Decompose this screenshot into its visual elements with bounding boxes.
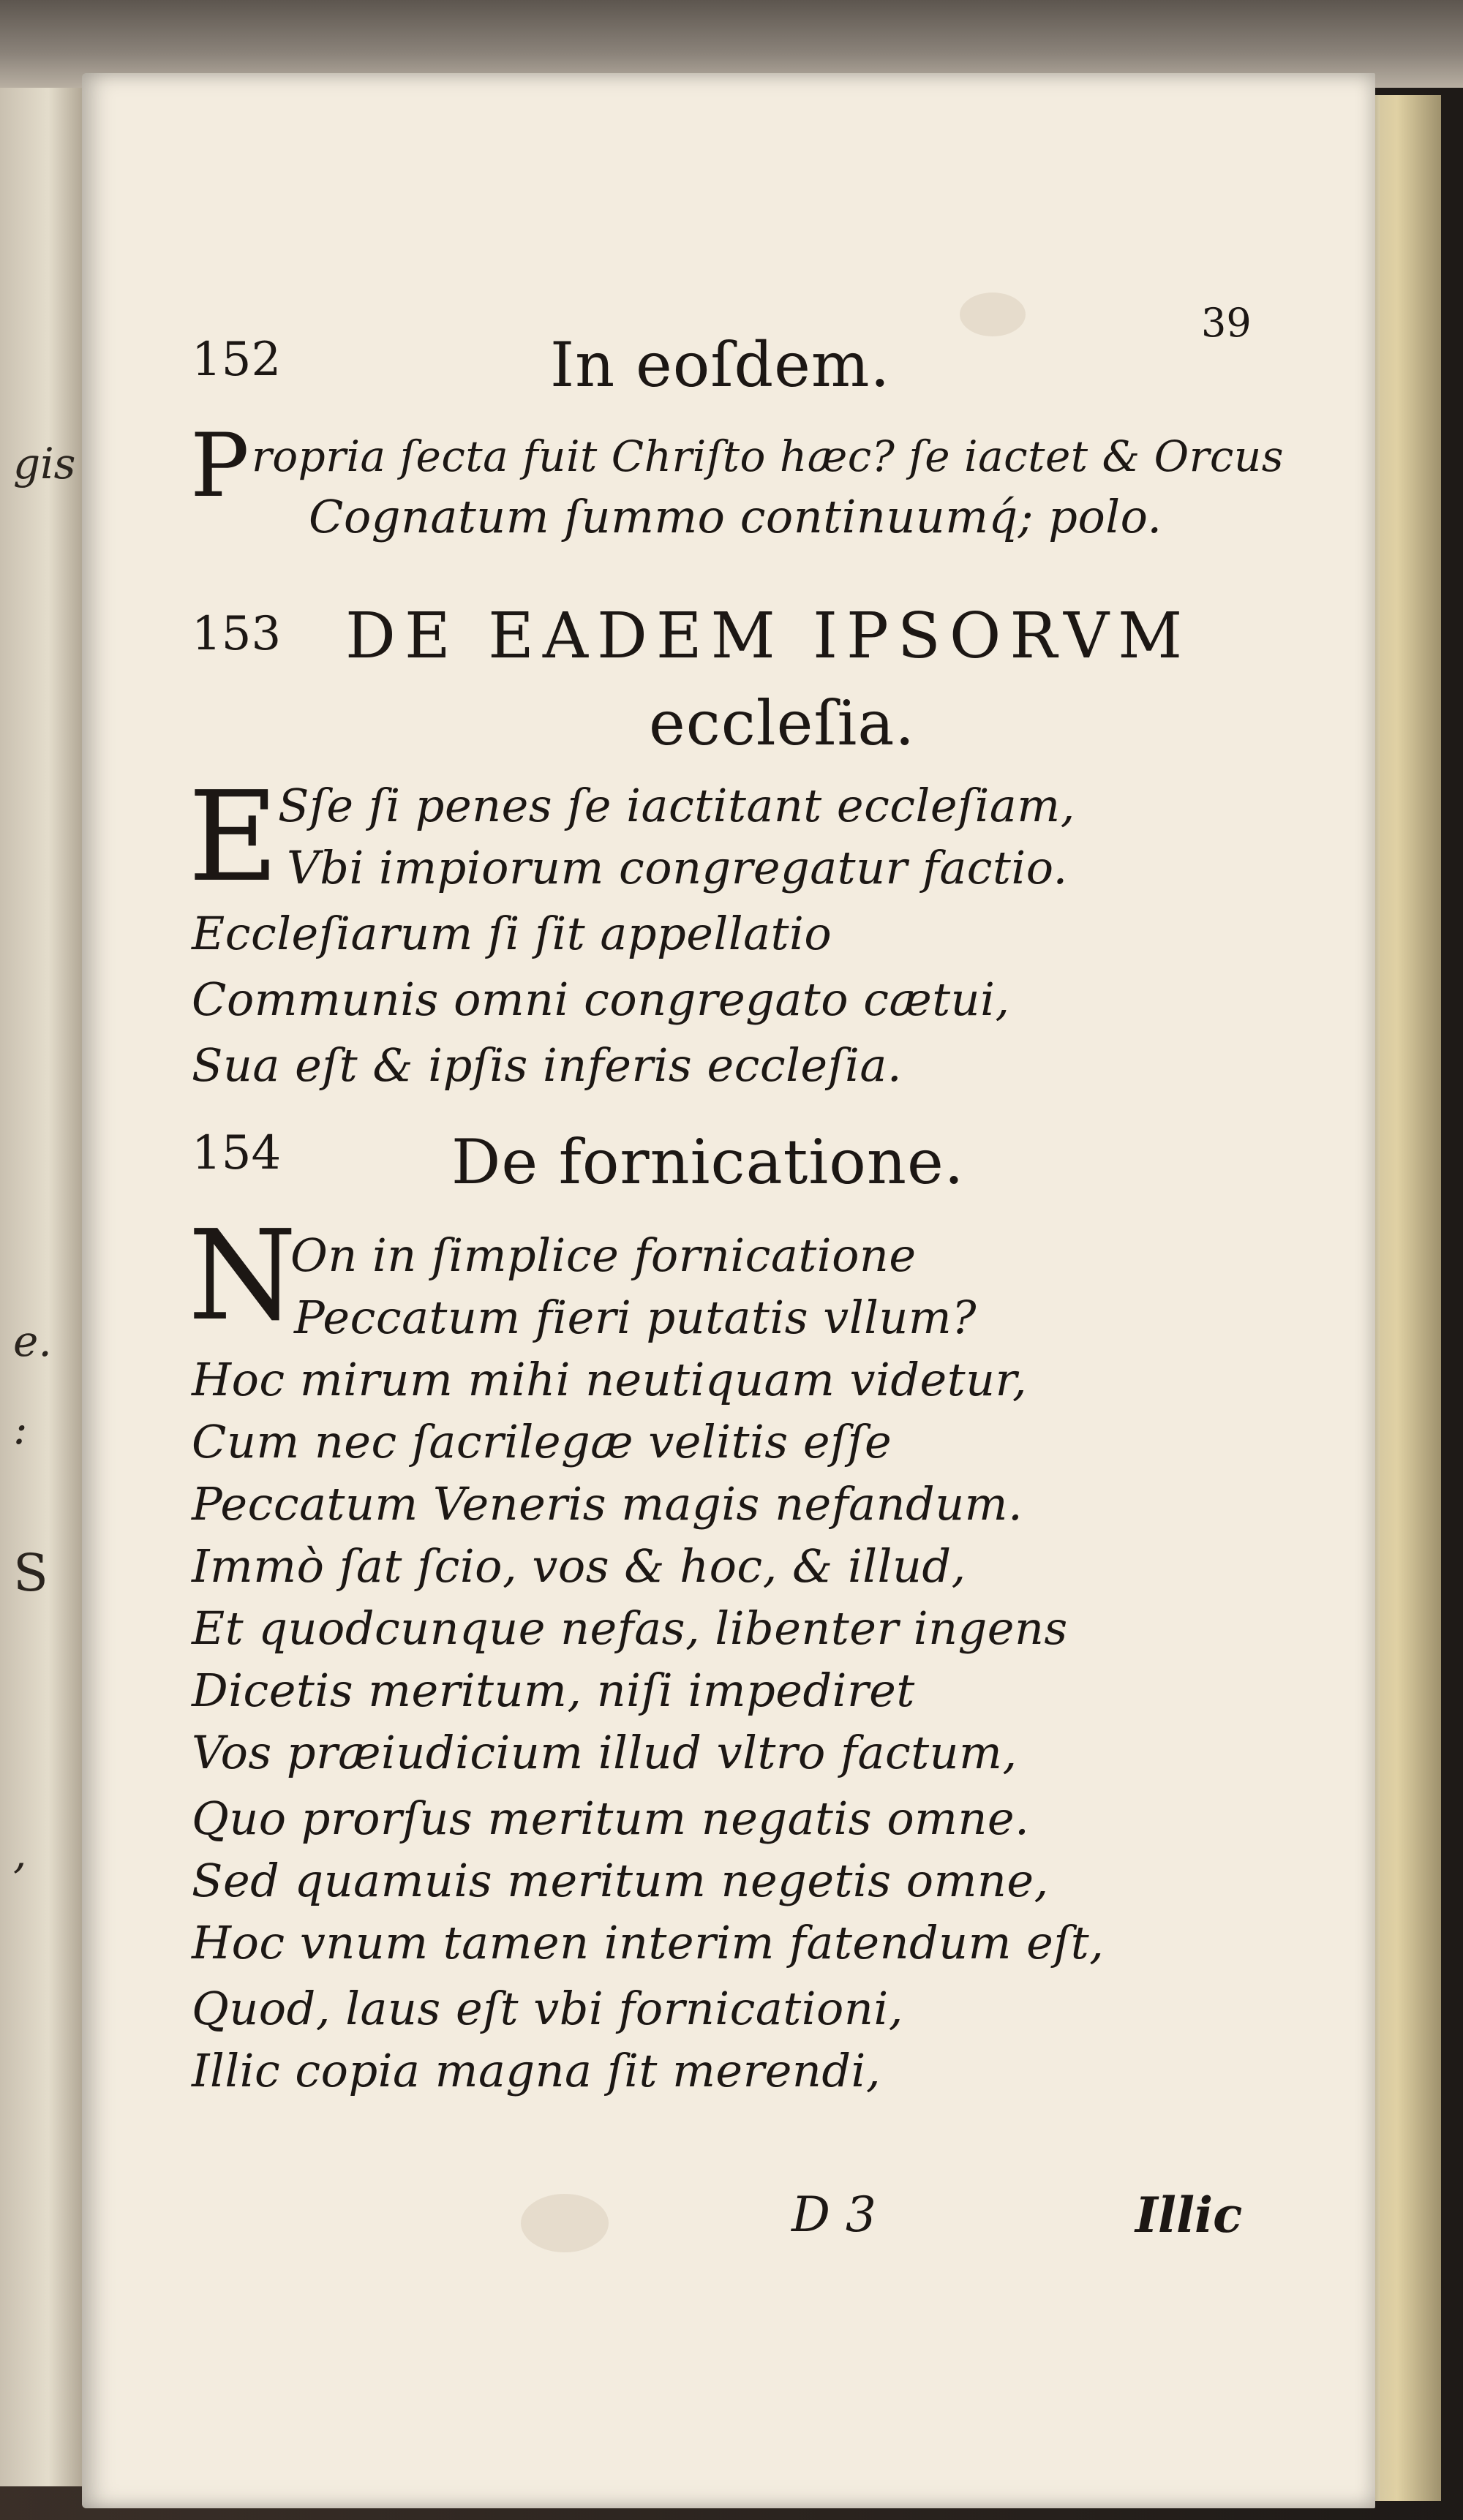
verse-line: Hoc vnum tamen interim fatendum eſt, bbox=[192, 1916, 1105, 1969]
verse-line: Immò ſat ſcio, vos & hoc, & illud, bbox=[192, 1539, 966, 1593]
verse-line: Illic copia magna ſit merendi, bbox=[192, 2044, 881, 2097]
verse-line: Dicetis meritum, niſi impediret bbox=[192, 1664, 915, 1717]
verse-line: Vos præiudicium illud vltro factum, bbox=[192, 1726, 1018, 1779]
verse-line: On in ſimplice fornicatione bbox=[290, 1229, 917, 1282]
verse-line: Hoc mirum mihi neutiquam videtur, bbox=[192, 1353, 1028, 1406]
verse-line: Peccatum Veneris magis nefandum. bbox=[192, 1477, 1023, 1531]
epigram-number: 154 bbox=[192, 1126, 282, 1180]
margin-fragment: e. bbox=[13, 1316, 52, 1366]
epigram-heading: In eoſdem. bbox=[550, 329, 891, 401]
verse-line: Et quodcunque nefas, libenter ingens bbox=[192, 1602, 1068, 1655]
signature-mark: D 3 bbox=[791, 2187, 876, 2243]
drop-capital: P bbox=[190, 415, 249, 517]
folio-number: 39 bbox=[1201, 300, 1252, 346]
epigram-heading-continued: eccleſia. bbox=[649, 687, 916, 759]
verse-line: ropria ſecta fuit Chriſto hæc? ſe iactet & Orcus bbox=[252, 431, 1284, 481]
facing-page-edge bbox=[0, 88, 88, 2486]
verse-line: Quod, laus eſt vbi fornicationi, bbox=[192, 1982, 903, 2035]
margin-fragment: gis bbox=[13, 439, 76, 488]
epigram-number: 153 bbox=[192, 607, 282, 661]
verse-line: Communis omni congregato cætui, bbox=[192, 973, 1010, 1026]
margin-fragment: : bbox=[13, 1404, 28, 1454]
book-page bbox=[82, 73, 1375, 2508]
verse-line: Sſe ſi penes ſe iactitant eccleſiam, bbox=[278, 779, 1075, 832]
drop-capital: E bbox=[188, 765, 279, 910]
verse-line: Peccatum fieri putatis vllum? bbox=[294, 1291, 977, 1344]
verse-line: Vbi impiorum congregatur factio. bbox=[287, 841, 1068, 894]
epigram-number: 152 bbox=[192, 333, 282, 387]
verse-line: Cum nec ſacrilegæ velitis eſſe bbox=[192, 1415, 892, 1468]
verse-line: Sed quamuis meritum negetis omne, bbox=[192, 1854, 1049, 1907]
margin-fragment: , bbox=[13, 1828, 27, 1878]
epigram-heading: De fornicatione. bbox=[451, 1126, 965, 1198]
verse-line: Eccleſiarum ſi ſit appellatio bbox=[192, 907, 832, 960]
margin-fragment: S bbox=[13, 1543, 48, 1603]
epigram-heading: DE EADEM IPSORVM bbox=[345, 600, 1192, 673]
verse-line: Cognatum ſummo continuumq́; polo. bbox=[309, 490, 1162, 543]
verse-line: Sua eſt & ipſis inferis eccleſia. bbox=[192, 1038, 903, 1092]
drop-capital: N bbox=[188, 1204, 297, 1348]
verse-line: Quo prorſus meritum negatis omne. bbox=[192, 1792, 1030, 1845]
catchword: Illic bbox=[1135, 2187, 1243, 2244]
